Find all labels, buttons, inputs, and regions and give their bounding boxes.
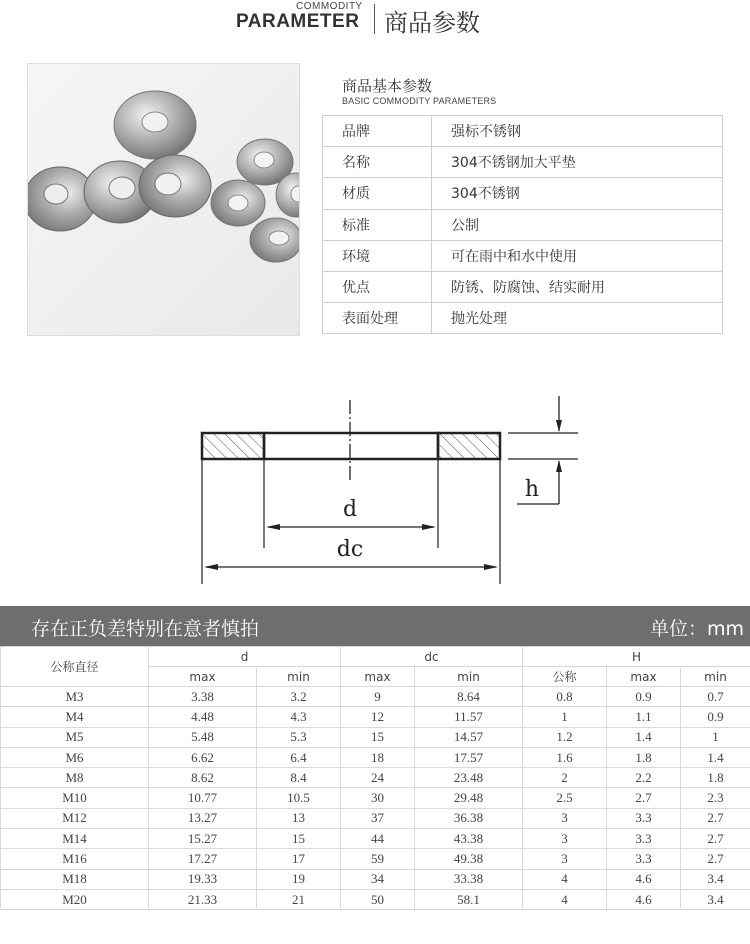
table-row [1,808,750,828]
product-photo [27,63,300,336]
spec-key: 环境 [323,240,432,271]
spec-value: 公制 [432,209,723,240]
unit-label: 单位：mm [649,618,744,640]
spec-row [323,303,723,334]
subheader-h-nominal: 公称 [523,667,607,687]
cell-dc-max: 24 [341,768,415,788]
cell-h-max: 2.2 [607,768,681,788]
cell-d-min: 3.2 [257,687,341,707]
cell-dc-max: 30 [341,788,415,808]
cell-h-min: 3.4 [681,869,750,889]
spec-row [323,240,723,271]
spec-value: 防锈、防腐蚀、结实耐用 [432,271,723,302]
table-row [1,747,750,767]
table-row [1,889,750,909]
cell-d-max: 21.33 [149,889,257,909]
cell-h-nominal: 4 [523,869,607,889]
tolerance-notice: 存在正负差特别在意者慎拍 [31,618,260,640]
cell-h-min: 2.3 [681,788,750,808]
spec-table [322,115,723,334]
subheader-h-min: min [681,667,750,687]
table-row [1,707,750,727]
cell-h-nominal: 2.5 [523,788,607,808]
cell-d-max: 4.48 [149,707,257,727]
spec-value: 强标不锈钢 [432,116,723,147]
cell-dc-max: 37 [341,808,415,828]
cell-h-max: 3.3 [607,808,681,828]
cell-h-min: 1.4 [681,747,750,767]
spec-row [323,178,723,209]
spec-value: 304不锈钢 [432,178,723,209]
cell-h-nominal: 3 [523,829,607,849]
cell-dc-max: 15 [341,727,415,747]
table-row [1,788,750,808]
cell-h-min: 1 [681,727,750,747]
cell-nominal-size: M5 [1,727,149,747]
cell-d-min: 8.4 [257,768,341,788]
cell-dc-max: 59 [341,849,415,869]
cell-dc-min: 49.38 [415,849,523,869]
spec-key: 材质 [323,178,432,209]
cell-d-max: 3.38 [149,687,257,707]
washer-dimension-diagram [190,388,590,598]
page-title: 商品参数 [384,9,480,37]
label-dc: dc [336,537,364,562]
cell-dc-min: 23.48 [415,768,523,788]
header-dc: dc [341,647,523,667]
section-header [0,0,750,40]
cell-dc-max: 44 [341,829,415,849]
header-nominal-diameter: 公称直径 [1,647,149,687]
cell-dc-min: 8.64 [415,687,523,707]
spec-row [323,147,723,178]
spec-row [323,209,723,240]
cell-nominal-size: M14 [1,829,149,849]
table-row [1,869,750,889]
cell-d-min: 6.4 [257,747,341,767]
cell-h-max: 1.1 [607,707,681,727]
spec-row [323,116,723,147]
cell-h-nominal: 3 [523,808,607,828]
subheader-d-max: max [149,667,257,687]
cell-h-nominal: 1 [523,707,607,727]
cell-h-min: 0.7 [681,687,750,707]
spec-key: 品牌 [323,116,432,147]
cell-h-max: 1.4 [607,727,681,747]
cell-h-min: 0.9 [681,707,750,727]
cell-dc-min: 29.48 [415,788,523,808]
cell-d-min: 17 [257,849,341,869]
cell-dc-min: 17.57 [415,747,523,767]
cell-h-nominal: 4 [523,889,607,909]
tolerance-banner [0,606,750,646]
cell-nominal-size: M16 [1,849,149,869]
cell-d-max: 5.48 [149,727,257,747]
header-divider [374,4,375,34]
cell-h-max: 4.6 [607,869,681,889]
cell-d-min: 4.3 [257,707,341,727]
cell-d-max: 6.62 [149,747,257,767]
cell-nominal-size: M12 [1,808,149,828]
header-d: d [149,647,341,667]
subheader-dc-min: min [415,667,523,687]
spec-subtitle: BASIC COMMODITY PARAMETERS [342,96,497,106]
spec-key: 表面处理 [323,303,432,334]
cell-dc-max: 12 [341,707,415,727]
spec-key: 标准 [323,209,432,240]
spec-title: 商品基本参数 [342,77,433,95]
commodity-label: COMMODITY [296,1,363,12]
cell-h-max: 4.6 [607,889,681,909]
label-d: d [342,497,358,522]
cell-d-max: 19.33 [149,869,257,889]
cell-d-max: 10.77 [149,788,257,808]
cell-dc-min: 14.57 [415,727,523,747]
parameter-label: PARAMETER [236,11,360,32]
dimensions-table [0,646,750,910]
cell-dc-min: 36.38 [415,808,523,828]
table-row [1,727,750,747]
spec-key: 名称 [323,147,432,178]
spec-value: 304不锈钢加大平垫 [432,147,723,178]
cell-nominal-size: M4 [1,707,149,727]
cell-d-min: 15 [257,829,341,849]
spec-value: 可在雨中和水中使用 [432,240,723,271]
cell-d-max: 15.27 [149,829,257,849]
cell-d-min: 13 [257,808,341,828]
cell-nominal-size: M18 [1,869,149,889]
subheader-d-min: min [257,667,341,687]
cell-h-nominal: 3 [523,849,607,869]
header-h: H [523,647,750,667]
cell-nominal-size: M6 [1,747,149,767]
cell-nominal-size: M10 [1,788,149,808]
cell-h-nominal: 0.8 [523,687,607,707]
subheader-dc-max: max [341,667,415,687]
cell-nominal-size: M3 [1,687,149,707]
cell-nominal-size: M8 [1,768,149,788]
cell-h-max: 1.8 [607,747,681,767]
cell-h-min: 2.7 [681,849,750,869]
cell-dc-min: 33.38 [415,869,523,889]
subheader-h-max: max [607,667,681,687]
cell-dc-max: 9 [341,687,415,707]
cell-d-max: 13.27 [149,808,257,828]
cell-dc-max: 18 [341,747,415,767]
cell-h-nominal: 1.6 [523,747,607,767]
cell-dc-min: 11.57 [415,707,523,727]
cell-d-max: 17.27 [149,849,257,869]
table-row [1,687,750,707]
cell-d-max: 8.62 [149,768,257,788]
table-row [1,829,750,849]
dimension-drawing [190,388,590,598]
cell-d-min: 10.5 [257,788,341,808]
table-row [1,768,750,788]
cell-d-min: 5.3 [257,727,341,747]
washers-image [28,64,300,336]
cell-d-min: 19 [257,869,341,889]
spec-row [323,271,723,302]
cell-h-min: 1.8 [681,768,750,788]
cell-dc-max: 34 [341,869,415,889]
cell-nominal-size: M20 [1,889,149,909]
cell-h-max: 0.9 [607,687,681,707]
cell-h-max: 2.7 [607,788,681,808]
cell-h-min: 3.4 [681,889,750,909]
spec-value: 抛光处理 [432,303,723,334]
cell-dc-min: 58.1 [415,889,523,909]
cell-dc-max: 50 [341,889,415,909]
cell-h-min: 2.7 [681,829,750,849]
cell-h-nominal: 2 [523,768,607,788]
label-h: h [524,477,540,502]
cell-h-max: 3.3 [607,829,681,849]
table-row [1,849,750,869]
spec-key: 优点 [323,271,432,302]
cell-dc-min: 43.38 [415,829,523,849]
cell-h-nominal: 1.2 [523,727,607,747]
cell-h-min: 2.7 [681,808,750,828]
cell-d-min: 21 [257,889,341,909]
cell-h-max: 3.3 [607,849,681,869]
